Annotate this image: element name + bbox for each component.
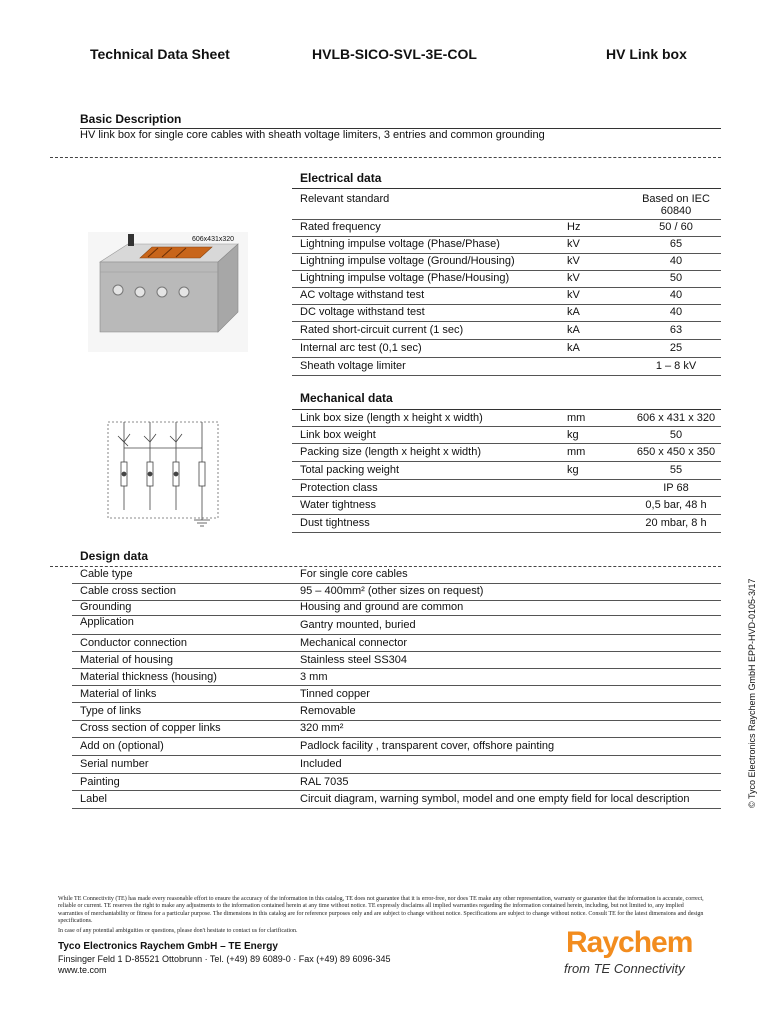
table-row (292, 288, 721, 305)
param-value: Padlock facility , transparent cover, offshore painting (300, 740, 555, 752)
table-row (292, 444, 721, 462)
param-label: Lightning impulse voltage (Phase/Housing) (300, 272, 510, 284)
table-row (292, 271, 721, 288)
table-row (72, 791, 721, 809)
param-unit: Hz (567, 221, 581, 233)
param-unit: kg (567, 464, 579, 476)
param-value: 40 (669, 255, 683, 267)
table-row (292, 305, 721, 322)
param-label: Material of housing (80, 654, 173, 666)
table-row (292, 427, 721, 444)
param-value: 63 (669, 324, 683, 336)
doc-type-title: Technical Data Sheet (90, 46, 230, 62)
footer-website[interactable]: www.te.com (58, 965, 107, 975)
dashed-divider (50, 157, 721, 158)
mechanical-data-title: Mechanical data (300, 391, 393, 405)
param-label: Water tightness (300, 499, 377, 511)
param-label: Total packing weight (300, 464, 400, 476)
param-label: Protection class (300, 482, 378, 494)
footer-company: Tyco Electronics Raychem GmbH – TE Energy (58, 941, 278, 952)
param-value: 25 (669, 342, 683, 354)
table-row (72, 601, 721, 616)
param-label: Cable type (80, 568, 133, 580)
param-label: Packing size (length x height x width) (300, 446, 481, 458)
param-label: DC voltage withstand test (300, 306, 425, 318)
footer-address: Finsinger Feld 1 D-85521 Ottobrunn · Tel. (+49) 89 6089-0 · Fax (+49) 89 6096-345 (58, 954, 391, 964)
table-row (292, 254, 721, 271)
param-label: Link box size (length x height x width) (300, 412, 483, 424)
electrical-data-title: Electrical data (300, 171, 382, 185)
table-row (72, 703, 721, 721)
param-label: Internal arc test (0,1 sec) (300, 342, 422, 354)
param-unit: mm (567, 412, 586, 424)
table-row (292, 515, 721, 533)
param-value: 650 x 450 x 350 (636, 446, 716, 458)
param-value: 3 mm (300, 671, 328, 683)
param-label: Grounding (80, 601, 132, 613)
param-label: Serial number (80, 758, 149, 770)
param-label: Application (80, 616, 134, 628)
table-row (292, 497, 721, 515)
param-unit: mm (567, 446, 586, 458)
param-value: Gantry mounted, buried (300, 619, 416, 631)
table-row (292, 220, 721, 237)
param-label: Sheath voltage limiter (300, 360, 406, 372)
param-value: 20 mbar, 8 h (645, 517, 707, 529)
param-unit: kA (567, 306, 580, 318)
table-row (292, 322, 721, 340)
param-unit: kA (567, 342, 580, 354)
raychem-logo-subtitle: from TE Connectivity (564, 961, 685, 976)
basic-description-title: Basic Description (80, 112, 182, 126)
param-label: Type of links (80, 705, 142, 717)
param-label: Lightning impulse voltage (Ground/Housing) (300, 255, 515, 267)
param-value: 40 (669, 289, 683, 301)
param-value: Removable (300, 705, 356, 717)
param-label: Label (80, 793, 107, 805)
param-label: Lightning impulse voltage (Phase/Phase) (300, 238, 500, 250)
param-label: Rated short-circuit current (1 sec) (300, 324, 464, 336)
param-label: Add on (optional) (80, 740, 164, 752)
product-image (88, 232, 248, 352)
table-row (292, 462, 721, 480)
param-value: 320 mm² (300, 722, 344, 734)
param-label: Material thickness (housing) (80, 671, 217, 683)
param-value: 606 x 431 x 320 (636, 412, 716, 424)
product-name: HV Link box (606, 46, 687, 62)
param-label: Material of links (80, 688, 157, 700)
table-row (72, 774, 721, 791)
disclaimer-contact: In case of any potential ambiguities or questions, please don't hesitate to contact us for clarification. (58, 928, 298, 934)
param-value: Mechanical connector (300, 637, 408, 649)
param-value: Based on IEC (642, 193, 710, 205)
table-row (292, 410, 721, 427)
raychem-logo: Raychem (566, 926, 693, 959)
table-row (292, 358, 721, 376)
param-value: 50 (669, 272, 683, 284)
electrical-table (292, 189, 721, 377)
param-unit: kg (567, 429, 579, 441)
param-label: Painting (80, 776, 120, 788)
circuit-diagram (104, 418, 224, 528)
param-unit: kA (567, 324, 580, 336)
param-unit: kV (567, 272, 580, 284)
dimension-label: 606x431x320 (192, 236, 235, 243)
param-value: 65 (669, 238, 683, 250)
param-value: 40 (669, 306, 683, 318)
table-row (72, 652, 721, 669)
table-row (72, 635, 721, 652)
table-row (292, 480, 721, 497)
param-value: 55 (669, 464, 683, 476)
table-row (72, 616, 721, 635)
table-row (292, 340, 721, 358)
table-row (72, 584, 721, 601)
mechanical-table (292, 410, 721, 534)
side-copyright: © Tyco Electronics Raychem GmbH EPP-HVD-0105-3/17 (747, 578, 757, 808)
table-row (72, 669, 721, 686)
param-value: RAL 7035 (300, 776, 349, 788)
param-label: Conductor connection (80, 637, 188, 649)
param-label: Link box weight (300, 429, 376, 441)
param-unit: kV (567, 289, 580, 301)
param-value: For single core cables (300, 568, 408, 580)
param-value: Housing and ground are common (300, 601, 464, 613)
param-value: Tinned copper (300, 688, 370, 700)
table-row (72, 738, 721, 756)
param-value: Included (300, 758, 342, 770)
param-value: IP 68 (663, 482, 689, 494)
param-value: 50 / 60 (659, 221, 693, 233)
param-value: 95 – 400mm² (other sizes on request) (300, 585, 484, 597)
param-value: Circuit diagram, warning symbol, model and one empty field for local description (300, 793, 690, 805)
param-label: Rated frequency (300, 221, 381, 233)
disclaimer-text: While TE Connectivity (TE) has made every reasonable effort to ensure the accuracy of the information in this catalog, TE does not guarantee that it is error-free, nor does TE make any other representation, warranty or guarantee that the information is accurate, correct, reliable or current. TE reserves the right to make any adjustments to the information contained herein at any time without notice. TE expressly disclaims all implied warranties regarding the information contained herein, including, but not limited to, any implied warranties of merchantability or fitness for a particular purpose. The dimensions in this catalog are for reference purposes only and are subject to change without notice. Specifications are subject to change without notice. Consult TE for the latest dimensions and design specifications. (58, 896, 704, 925)
param-unit: kV (567, 238, 580, 250)
param-label: Cable cross section (80, 585, 176, 597)
param-label: Cross section of copper links (80, 722, 221, 734)
table-row (72, 686, 721, 703)
design-data-title: Design data (80, 549, 149, 563)
table-row (72, 756, 721, 774)
param-unit: kV (567, 255, 580, 267)
param-value: 1 – 8 kV (655, 360, 697, 372)
param-value: 0,5 bar, 48 h (645, 499, 707, 511)
table-row (72, 567, 721, 584)
param-label: Dust tightness (300, 517, 370, 529)
table-row (72, 721, 721, 738)
product-code: HVLB-SICO-SVL-3E-COL (312, 46, 477, 62)
param-label: AC voltage withstand test (300, 289, 425, 301)
param-value: 50 (669, 429, 683, 441)
basic-description-text: HV link box for single core cables with sheath voltage limiters, 3 entries and common grounding (80, 129, 545, 141)
param-value: 60840 (660, 205, 692, 217)
param-value: Stainless steel SS304 (300, 654, 408, 666)
table-row (292, 189, 721, 220)
design-table (72, 567, 721, 809)
param-label: Relevant standard (300, 193, 390, 205)
table-row (292, 237, 721, 254)
